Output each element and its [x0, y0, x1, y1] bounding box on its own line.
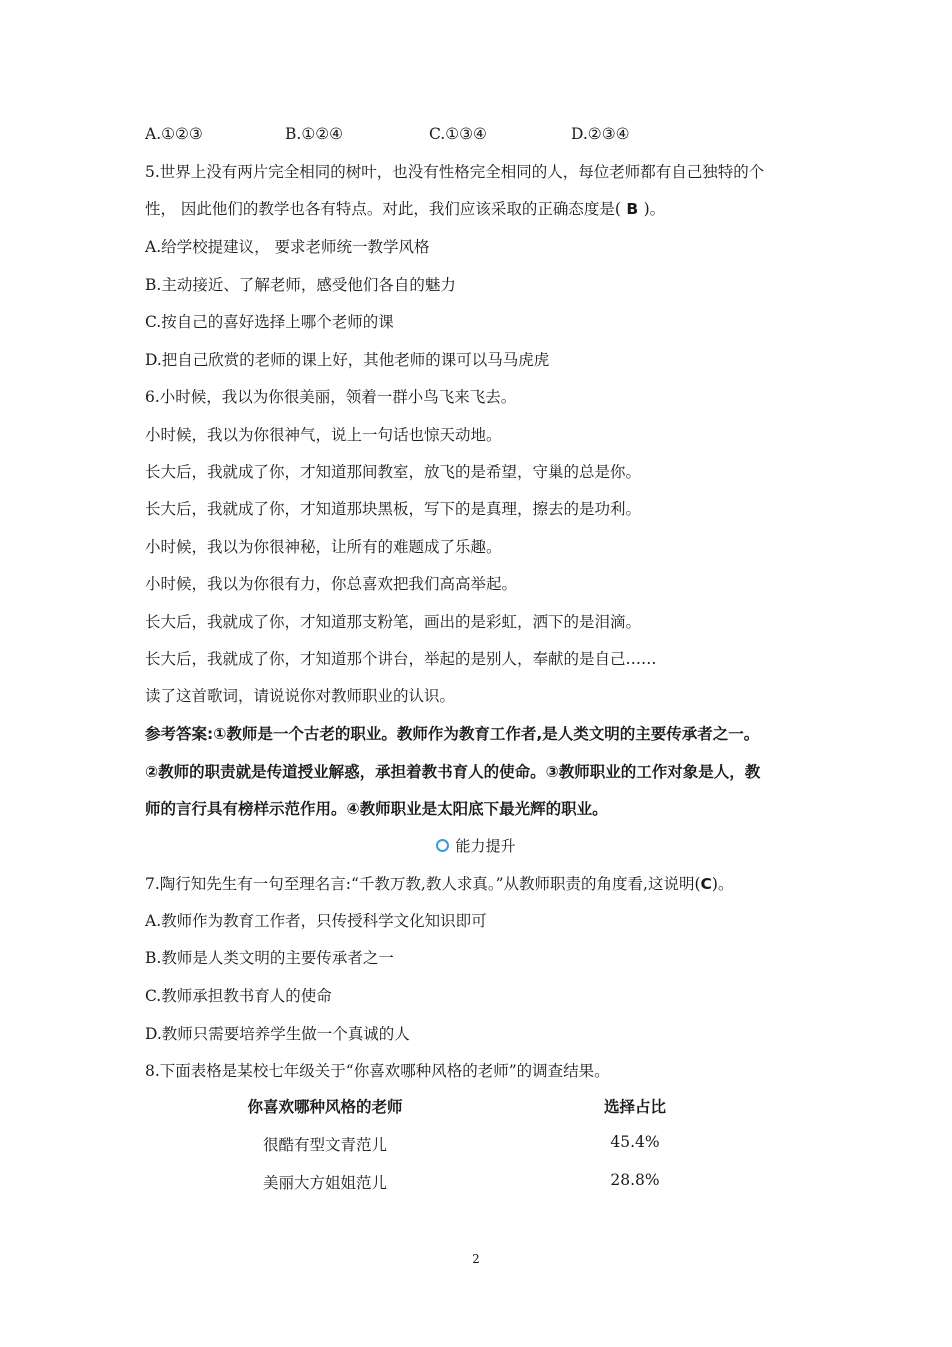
q6-poem-line: 小时候，我以为你很有力，你总喜欢把我们高高举起。	[145, 575, 518, 593]
q6-poem-line: 长大后，我就成了你，才知道那间教室，放飞的是希望，守巢的总是你。	[145, 463, 642, 481]
answer-text: ①教师是一个古老的职业。教师作为教育工作者,是人类文明的主要传承者之一。	[213, 725, 760, 743]
q6-poem-line: 6.小时候，我以为你很美丽，领着一群小鸟飞来飞去。	[145, 388, 517, 406]
table-cell-style: 美丽大方姐姐范儿	[262, 1174, 387, 1192]
q7-option-b: B.教师是人类文明的主要传承者之一	[145, 949, 394, 967]
q5-stem-text: 性， 因此他们的教学也各有特点。对此，我们应该采取的正确态度是(	[145, 200, 621, 218]
q7-stem-text: 7.陶行知先生有一句至理名言:“千教万教,教人求真。”从教师职责的角度看,这说明(	[145, 875, 701, 893]
q6-answer-line3: 师的言行具有榜样示范作用。④教师职业是太阳底下最光辉的职业。	[145, 800, 608, 818]
q4-option-b: B.①②④	[285, 125, 344, 143]
q5-stem-line1: 5.世界上没有两片完全相同的树叶，也没有性格完全相同的人，每位老师都有自己独特的个	[145, 163, 765, 181]
q4-option-c: C.①③④	[429, 125, 487, 143]
q6-question: 读了这首歌词，请说说你对教师职业的认识。	[145, 687, 456, 705]
q7-stem-end: )。	[711, 875, 734, 893]
table-header-style: 你喜欢哪种风格的老师	[247, 1098, 403, 1116]
q6-answer-line2: ②教师的职责就是传道授业解惑，承担着教书育人的使命。③教师职业的工作对象是人，教	[145, 763, 761, 781]
q5-option-b: B.主动接近、了解老师，感受他们各自的魅力	[145, 276, 456, 294]
q6-poem-line: 长大后，我就成了你，才知道那块黑板，写下的是真理，擦去的是功利。	[145, 500, 642, 518]
q5-answer: B	[620, 200, 644, 218]
survey-table	[200, 1095, 720, 1209]
section-heading	[0, 835, 952, 856]
q4-option-a: A.①②③	[145, 125, 203, 143]
q5-option-c: C.按自己的喜好选择上哪个老师的课	[145, 313, 394, 331]
q5-option-d: D.把自己欣赏的老师的课上好，其他老师的课可以马马虎虎	[145, 351, 550, 369]
table-row	[200, 1171, 720, 1209]
q4-option-d: D.②③④	[571, 125, 630, 143]
q5-option-a: A.给学校提建议， 要求老师统一教学风格	[145, 238, 430, 256]
answer-label: 参考答案:	[145, 725, 214, 743]
q7-stem	[145, 874, 825, 894]
table-cell-ratio: 28.8%	[610, 1171, 660, 1189]
q7-option-c: C.教师承担教书育人的使命	[145, 987, 332, 1005]
q4-options	[145, 125, 825, 145]
page-number: 2	[472, 1252, 480, 1266]
q7-option-a: A.教师作为教育工作者，只传授科学文化知识即可	[145, 912, 487, 930]
q6-poem-line: 长大后，我就成了你，才知道那支粉笔，画出的是彩虹，洒下的是泪滴。	[145, 613, 642, 631]
q5-stem-end: )。	[643, 200, 666, 218]
table-cell-ratio: 45.4%	[610, 1133, 660, 1151]
q6-answer-line1	[145, 724, 825, 744]
table-header-ratio: 选择占比	[603, 1098, 666, 1116]
table-header-row	[200, 1095, 720, 1133]
table-row	[200, 1133, 720, 1171]
circle-bullet-icon	[436, 839, 449, 852]
q6-poem-line: 小时候，我以为你很神气，说上一句话也惊天动地。	[145, 426, 502, 444]
q7-option-d: D.教师只需要培养学生做一个真诚的人	[145, 1025, 410, 1043]
table-cell-style: 很酷有型文青范儿	[262, 1136, 387, 1154]
q5-stem-line2	[145, 199, 825, 219]
q7-answer: C	[700, 875, 712, 893]
q8-stem: 8.下面表格是某校七年级关于“你喜欢哪种风格的老师”的调查结果。	[145, 1062, 610, 1080]
q6-poem-line: 小时候，我以为你很神秘，让所有的难题成了乐趣。	[145, 538, 502, 556]
q6-poem-line: 长大后，我就成了你，才知道那个讲台，举起的是别人，奉献的是自己……	[145, 650, 657, 668]
section-title: 能力提升	[455, 837, 516, 855]
